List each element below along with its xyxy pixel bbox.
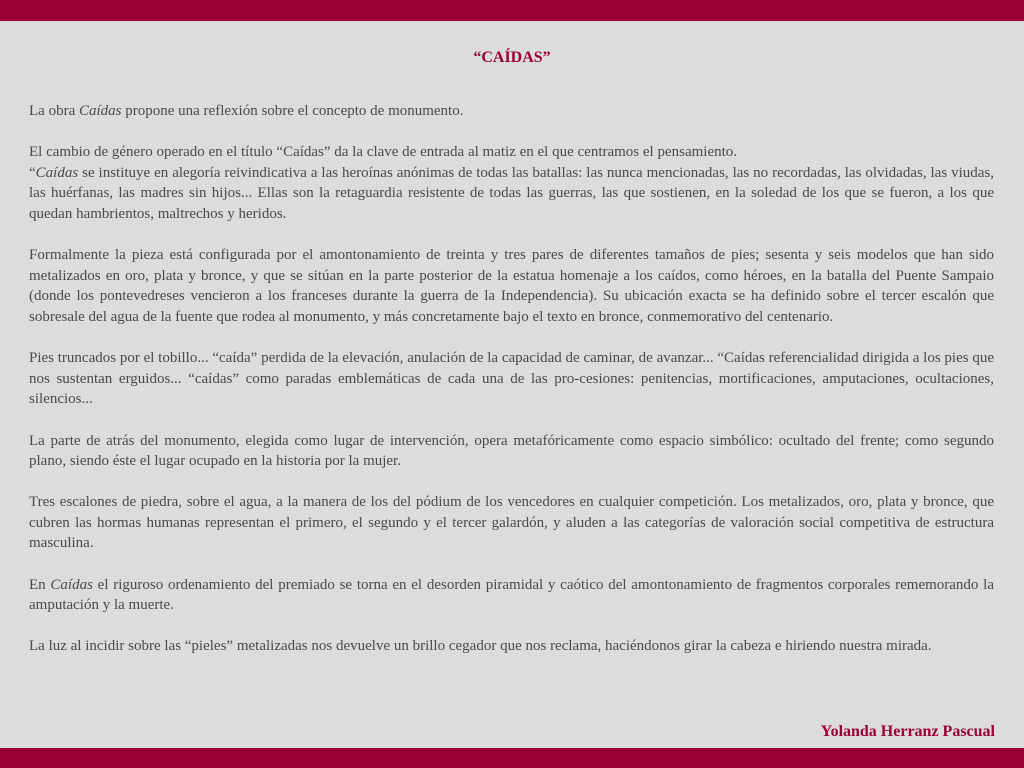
paragraph-gender: El cambio de género operado en el título “Caídas” da la clave de entrada al matiz en el que centramos el pensamiento. (29, 144, 738, 161)
italic-title: Caídas (78, 103, 122, 119)
paragraph-steps: Tres escalones de piedra, sobre el agua, a la manera de los del pódium de los vencedores en cualquier competición. Los metalizados, oro, plata y bronce, que cubren las hormas humanas representan el primero, el segundo y el tercer galardón, y aluden a las categorías de valoración social competitiva de estructura masculina. (29, 494, 994, 552)
paragraph-form: Formalmente la pieza está configurada por el amontonamiento de treinta y tres pares de diferentes tamaños de pies; sesenta y seis modelos que han sido metalizados en oro, plata y bronce, y que se sitúan en la parte posterior de la estatua homenaje a los caídos, como héroes, en la batalla del Puente Sampaio (donde los pontevedreses vencieron a los franceses durante la guerra de la Independencia). Su ubicación exacta se ha definido sobre el tercer escalón que sobresale del agua de la fuente que rodea al monumento, y más concretamente bajo el texto en bronce, conmemorativo del centenario. (29, 247, 994, 325)
author-signature: Yolanda Herranz Pascual (820, 723, 995, 740)
bottom-accent-bar (0, 748, 1024, 768)
document-body (29, 101, 994, 657)
paragraph-light: La luz al incidir sobre las “pieles” metalizadas nos devuelve un brillo cegador que nos reclama, haciéndonos girar la cabeza e hiriendo nuestra mirada. (29, 638, 932, 655)
italic-title: Caídas (35, 164, 79, 181)
paragraph-order: En Caídas el riguroso ordenamiento del premiado se torna en el desorden piramidal y caótico del amontonamiento de fragmentos corporales rememorando la amputación y la muerte. (29, 576, 994, 614)
paragraph-location: La parte de atrás del monumento, elegida como lugar de intervención, opera metafóricamente como espacio simbólico: ocultado del frente; como segundo plano, siendo éste el lugar ocupado en la historia por la mujer. (29, 432, 994, 470)
top-accent-bar (0, 0, 1024, 21)
paragraph-allegory: “Caídas se instituye en alegoría reivindicativa a las heroínas anónimas de todas las batallas: las nunca mencionadas, las no recordadas, las olvidadas, las viudas, las huérfanas, las madres sin hijos... Ellas son la retaguardia resistente de todas las guerras, las que sostienen, en la soledad de los que se fueron, a los que quedan hambrientos, maltrechos y heridos. (29, 164, 994, 222)
page-title: “CAÍDAS” (473, 49, 551, 66)
paragraph-intro: La obra Caídas propone una reflexión sobre el concepto de monumento. (29, 103, 464, 119)
italic-title: Caídas (50, 576, 93, 593)
paragraph-feet: Pies truncados por el tobillo... “caída” perdida de la elevación, anulación de la capacidad de caminar, de avanzar... “Caídas referencialidad dirigida a los pies que nos sustentan erguidos... “caídas” como paradas emblemáticas de cada una de las pro-cesiones: penitencias, mortificaciones, amputaciones, ocultaciones, silencios... (29, 350, 994, 408)
